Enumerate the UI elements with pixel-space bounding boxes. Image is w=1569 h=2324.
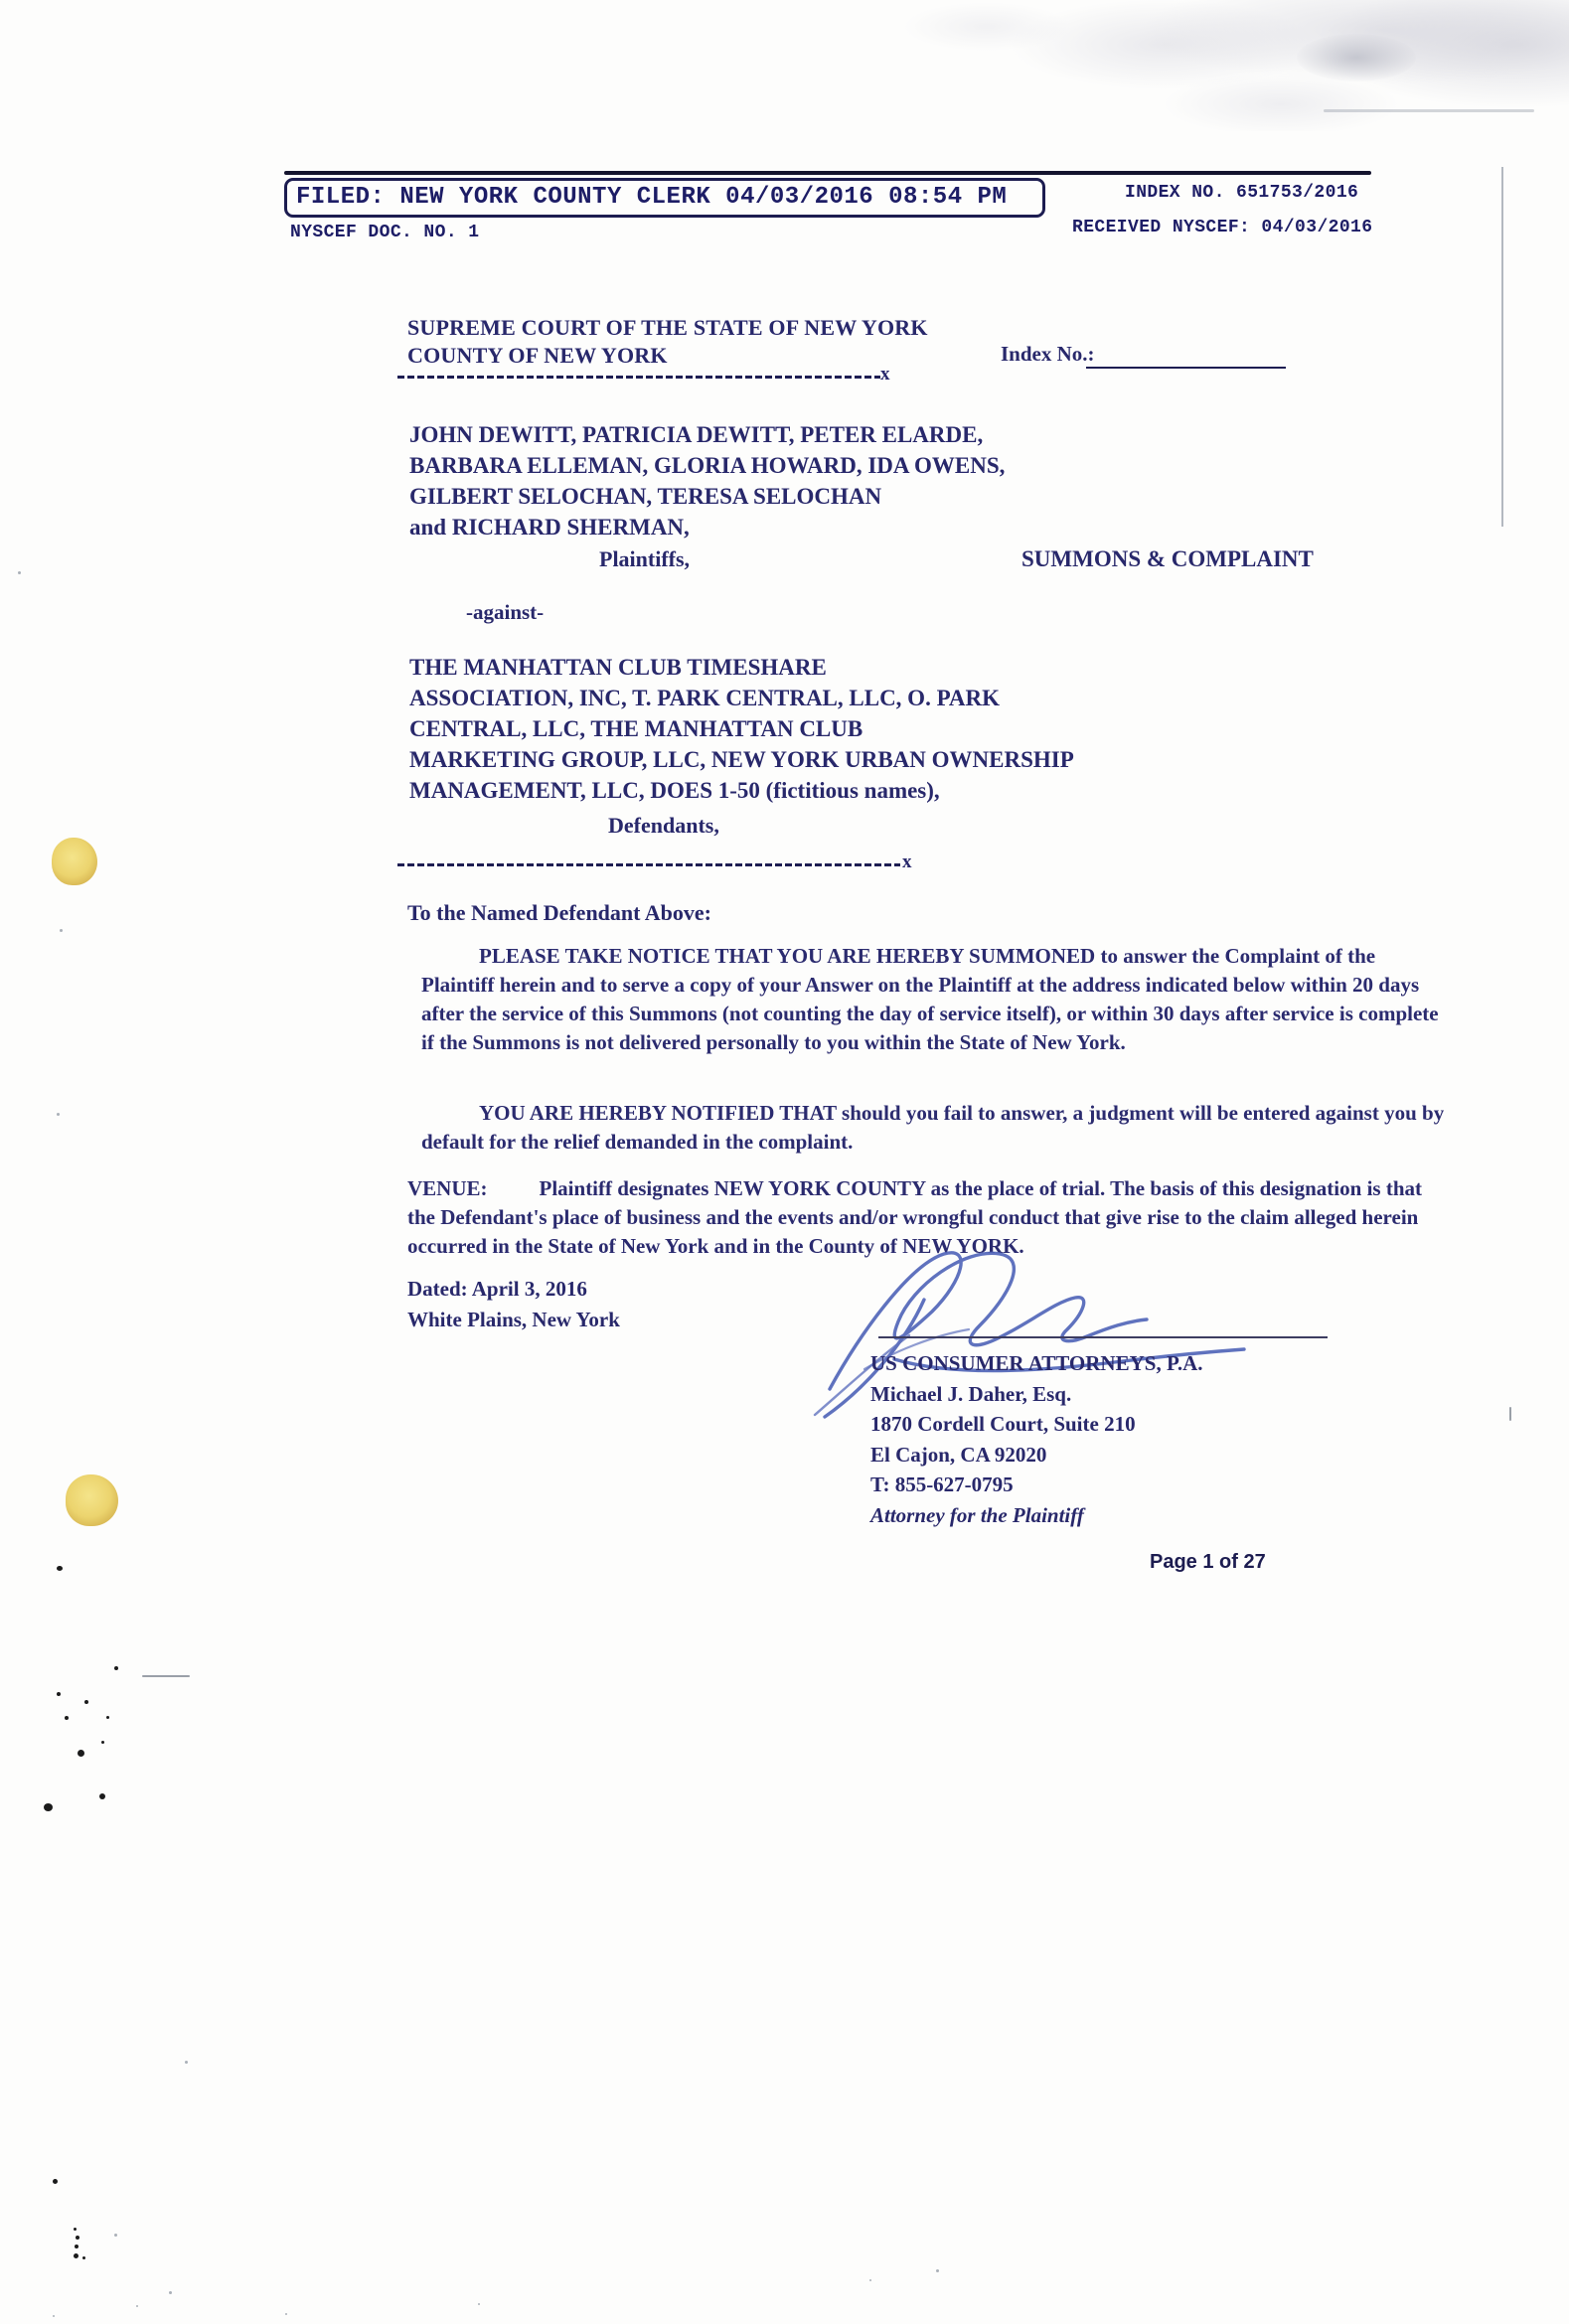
defendants-label: Defendants, xyxy=(608,813,719,838)
court-line-1: SUPREME COURT OF THE STATE OF NEW YORK xyxy=(407,315,928,340)
summons-paragraph: PLEASE TAKE NOTICE THAT YOU ARE HEREBY SUMMONED to answer the Complaint of the Plaintiff herein and to serve a copy of your Answer on the Plaintiff at the address indicated below within 20 days after the service of this Summons (not counting the day of service itself), or within 30 days after service is complete if the Summons is not delivered personally to you within the State of New York. xyxy=(421,944,1439,1054)
caption-divider-top xyxy=(397,376,880,379)
index-no-blank-line xyxy=(1086,367,1286,369)
ink-speck xyxy=(44,1803,53,1811)
plaintiff-line: GILBERT SELOCHAN, TERESA SELOCHAN xyxy=(409,484,882,509)
attorney-address-1: 1870 Cordell Court, Suite 210 xyxy=(870,1412,1136,1436)
ink-speck xyxy=(99,1793,105,1799)
faint-speck xyxy=(936,2269,939,2272)
notice-paragraph: YOU ARE HEREBY NOTIFIED THAT should you fail to answer, a judgment will be entered against you by default for the relief demanded in the complaint. xyxy=(421,1101,1445,1154)
faint-speck xyxy=(869,2279,871,2281)
attorney-address-2: El Cajon, CA 92020 xyxy=(870,1442,1047,1467)
ink-speck xyxy=(84,1700,88,1704)
dated-line: Dated: April 3, 2016 xyxy=(407,1277,587,1301)
plaintiff-line: BARBARA ELLEMAN, GLORIA HOWARD, IDA OWENS, xyxy=(409,453,1006,478)
dated-block xyxy=(407,1274,620,1335)
header-rule xyxy=(284,171,1371,175)
index-no-stamp: INDEX NO. 651753/2016 xyxy=(1125,183,1359,203)
salutation: To the Named Defendant Above: xyxy=(407,900,711,925)
ink-speck xyxy=(106,1716,109,1719)
nyscef-doc-no: NYSCEF DOC. NO. 1 xyxy=(290,223,480,242)
ink-speck xyxy=(114,1666,118,1670)
attorney-block xyxy=(870,1348,1203,1530)
firm-name: US CONSUMER ATTORNEYS, P.A. xyxy=(870,1351,1203,1375)
defendant-line: ASSOCIATION, INC, T. PARK CENTRAL, LLC, O. PARK xyxy=(409,686,1001,710)
defendants-names xyxy=(409,652,1074,806)
right-edge-scan-line xyxy=(1501,167,1503,527)
index-no-label: Index No.: xyxy=(1001,342,1095,366)
scan-smudge-dark-blob xyxy=(1297,34,1416,81)
ink-speck xyxy=(65,1716,69,1720)
scan-smudge-edge xyxy=(1324,109,1534,112)
attorney-phone: T: 855-627-0795 xyxy=(870,1472,1014,1496)
ink-speck xyxy=(75,2245,78,2248)
court-line-2: COUNTY OF NEW YORK xyxy=(407,343,668,368)
faint-speck xyxy=(478,2303,480,2305)
ink-speck xyxy=(76,2236,79,2240)
scan-dash xyxy=(142,1675,190,1677)
caption-divider-top-x: x xyxy=(880,364,890,385)
coffee-stain xyxy=(66,1474,118,1526)
ink-speck xyxy=(57,1566,63,1571)
defendant-line: MARKETING GROUP, LLC, NEW YORK URBAN OWNERSHIP xyxy=(409,747,1074,772)
ink-speck xyxy=(82,2256,85,2259)
received-nyscef-stamp: RECEIVED NYSCEF: 04/03/2016 xyxy=(1072,218,1373,237)
defendant-line: CENTRAL, LLC, THE MANHATTAN CLUB xyxy=(409,716,863,741)
plaintiff-line: JOHN DEWITT, PATRICIA DEWITT, PETER ELARDE, xyxy=(409,422,984,447)
venue-text: Plaintiff designates NEW YORK COUNTY as the place of trial. The basis of this designation is that the Defendant's place of business and the events and/or wrongful conduct that give rise to the claim alleged herein occurred in the State of New York and in the County of NEW YORK. xyxy=(407,1176,1422,1258)
caption-divider-bottom xyxy=(397,863,900,866)
page-number: Page 1 of 27 xyxy=(1150,1551,1266,1573)
ink-speck xyxy=(101,1741,104,1744)
dated-place-line: White Plains, New York xyxy=(407,1308,620,1331)
scan-tick xyxy=(1509,1407,1511,1421)
faint-speck xyxy=(285,2313,287,2315)
ink-speck xyxy=(74,2253,78,2258)
faint-speck xyxy=(57,1113,60,1116)
ink-speck xyxy=(57,1692,61,1696)
document-title: SUMMONS & COMPLAINT xyxy=(1021,546,1314,571)
ink-speck xyxy=(53,2179,58,2184)
plaintiff-line: and RICHARD SHERMAN, xyxy=(409,515,690,540)
filed-stamp xyxy=(284,178,1045,218)
plaintiffs-names xyxy=(409,419,1005,542)
ink-speck xyxy=(74,2228,77,2231)
faint-speck xyxy=(18,571,21,574)
signature-line xyxy=(878,1336,1328,1338)
defendant-line: THE MANHATTAN CLUB TIMESHARE xyxy=(409,655,827,680)
faint-speck xyxy=(185,2061,188,2064)
faint-speck xyxy=(114,2234,117,2237)
faint-speck xyxy=(169,2291,172,2294)
attorney-role: Attorney for the Plaintiff xyxy=(870,1502,1084,1527)
coffee-stain xyxy=(52,838,97,885)
caption-divider-bottom-x: x xyxy=(902,852,912,872)
ink-speck xyxy=(78,1750,84,1757)
against-label: -against- xyxy=(466,600,545,624)
filed-stamp-text: FILED: NEW YORK COUNTY CLERK 04/03/2016 08:54 PM xyxy=(296,184,1008,211)
attorney-name: Michael J. Daher, Esq. xyxy=(870,1381,1072,1406)
faint-speck xyxy=(53,2315,55,2317)
venue-label: VENUE: xyxy=(407,1176,488,1200)
plaintiffs-label: Plaintiffs, xyxy=(599,546,691,571)
defendant-line: MANAGEMENT, LLC, DOES 1-50 (fictitious names), xyxy=(409,778,940,803)
court-heading xyxy=(407,314,928,370)
faint-speck xyxy=(60,929,63,932)
faint-speck xyxy=(136,2305,138,2307)
